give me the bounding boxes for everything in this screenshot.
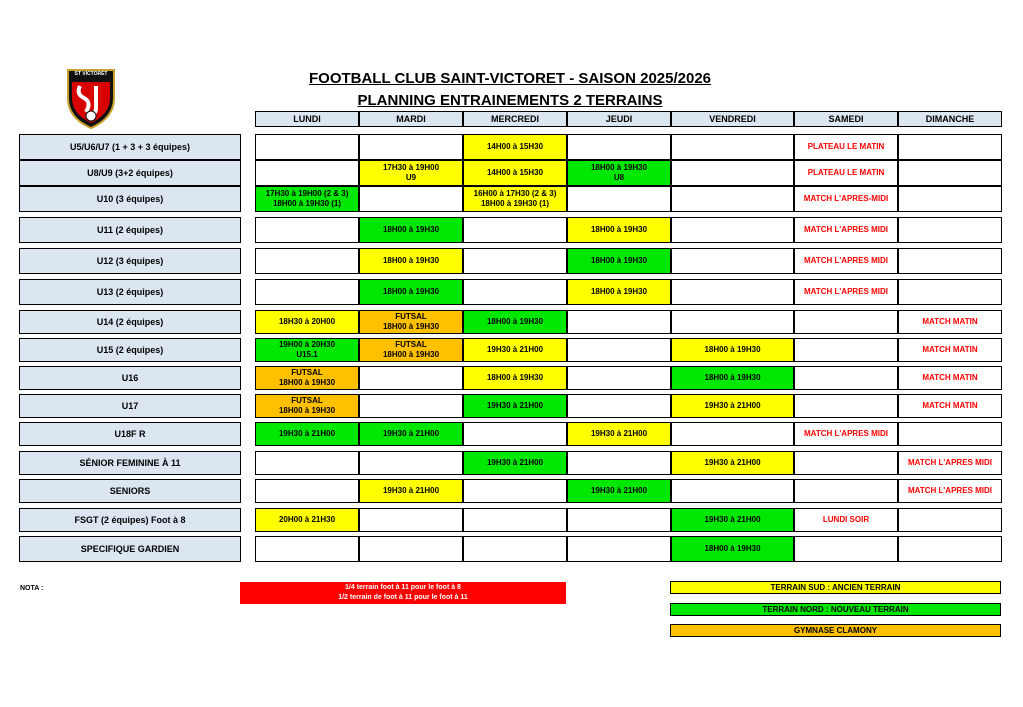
schedule-cell — [898, 422, 1002, 446]
schedule-cell — [463, 279, 567, 305]
schedule-cell — [255, 508, 359, 532]
schedule-cell — [359, 186, 463, 212]
schedule-cell-text: MATCH L'APRES MIDI — [908, 458, 992, 467]
schedule-cell — [463, 422, 567, 446]
schedule-cell — [898, 451, 1002, 475]
team-label: U13 (2 équipes) — [19, 279, 241, 305]
schedule-cell — [898, 134, 1002, 160]
team-label: U16 — [19, 366, 241, 390]
logo-text: ST VICTORET — [74, 71, 108, 77]
schedule-cell — [255, 536, 359, 562]
team-label: SPECIFIQUE GARDIEN — [19, 536, 241, 562]
schedule-cell-text: 18H00 à 19H30 (1) — [272, 199, 342, 208]
day-header-mercredi: MERCREDI — [463, 111, 567, 127]
schedule-cell — [359, 338, 463, 362]
schedule-cell — [359, 366, 463, 390]
schedule-cell — [898, 338, 1002, 362]
schedule-cell-text: PLATEAU LE MATIN — [807, 142, 885, 151]
schedule-cell-text: MATCH L'APRES MIDI — [908, 486, 992, 495]
schedule-cell — [567, 366, 671, 390]
legend-terrain-nord: TERRAIN NORD : NOUVEAU TERRAIN — [670, 603, 1001, 616]
day-header-vendredi: VENDREDI — [671, 111, 794, 127]
team-label: U10 (3 équipes) — [19, 186, 241, 212]
schedule-cell-text: 19H30 à 21H00 — [382, 429, 440, 438]
schedule-cell-text: FUTSAL — [395, 312, 427, 321]
schedule-cell — [567, 134, 671, 160]
schedule-cell — [671, 134, 794, 160]
schedule-cell — [359, 394, 463, 418]
schedule-cell — [255, 394, 359, 418]
schedule-cell-text: 18H00 à 19H30 — [382, 287, 440, 296]
schedule-cell — [255, 186, 359, 212]
schedule-cell — [794, 451, 898, 475]
schedule-cell-text: 17H30 à 19H00 — [382, 163, 440, 172]
nota-label: NOTA : — [20, 585, 44, 592]
day-header-samedi: SAMEDI — [794, 111, 898, 127]
schedule-cell — [794, 536, 898, 562]
club-crest-icon — [66, 68, 116, 130]
schedule-cell — [898, 310, 1002, 334]
schedule-cell-text: 19H00 à 20H30 — [278, 340, 336, 349]
schedule-cell — [255, 479, 359, 503]
schedule-cell — [567, 160, 671, 186]
schedule-cell — [255, 310, 359, 334]
schedule-cell — [463, 394, 567, 418]
schedule-cell-text: 18H00 à 19H30 — [382, 350, 440, 359]
schedule-cell — [794, 479, 898, 503]
schedule-cell — [671, 248, 794, 274]
team-label: SENIORS — [19, 479, 241, 503]
team-label: U8/U9 (3+2 équipes) — [19, 160, 241, 186]
schedule-cell-text: 18H00 à 19H30 — [382, 256, 440, 265]
field-split-note — [240, 582, 566, 604]
schedule-cell — [359, 451, 463, 475]
schedule-cell — [359, 279, 463, 305]
schedule-cell — [567, 338, 671, 362]
schedule-cell-text: MATCH MATIN — [922, 401, 978, 410]
schedule-cell-text: 18H00 à 19H30 — [590, 287, 648, 296]
team-label: U5/U6/U7 (1 + 3 + 3 équipes) — [19, 134, 241, 160]
schedule-cell — [567, 186, 671, 212]
schedule-cell — [359, 134, 463, 160]
page-title: FOOTBALL CLUB SAINT-VICTORET - SAISON 2025/2026 — [308, 70, 712, 87]
schedule-cell — [255, 366, 359, 390]
schedule-cell-text: MATCH MATIN — [922, 345, 978, 354]
schedule-cell — [463, 160, 567, 186]
schedule-cell-text: MATCH MATIN — [922, 373, 978, 382]
schedule-cell-text: 18H00 à 19H30 — [382, 322, 440, 331]
schedule-cell — [255, 248, 359, 274]
schedule-cell — [567, 217, 671, 243]
schedule-cell — [255, 279, 359, 305]
schedule-cell — [671, 160, 794, 186]
schedule-cell — [359, 422, 463, 446]
schedule-cell — [255, 422, 359, 446]
team-label: SÉNIOR FEMININE À 11 — [19, 451, 241, 475]
schedule-cell — [567, 394, 671, 418]
schedule-cell-text: 20H00 à 21H30 — [278, 515, 336, 524]
schedule-cell — [898, 536, 1002, 562]
schedule-cell — [463, 366, 567, 390]
schedule-cell-text: U9 — [405, 173, 417, 182]
schedule-cell — [898, 479, 1002, 503]
legend-terrain-sud: TERRAIN SUD : ANCIEN TERRAIN — [670, 581, 1001, 594]
schedule-cell-text: 14H00 à 15H30 — [486, 142, 544, 151]
schedule-cell — [794, 338, 898, 362]
schedule-cell — [794, 160, 898, 186]
schedule-cell-text: FUTSAL — [291, 396, 323, 405]
day-header-mardi: MARDI — [359, 111, 463, 127]
schedule-cell — [463, 536, 567, 562]
team-label: U11 (2 équipes) — [19, 217, 241, 243]
schedule-cell — [359, 479, 463, 503]
club-logo — [66, 68, 116, 130]
team-label: U17 — [19, 394, 241, 418]
schedule-cell-text: 18H00 à 19H30 — [382, 225, 440, 234]
schedule-cell — [671, 366, 794, 390]
team-label: U18F R — [19, 422, 241, 446]
schedule-cell-text: U8 — [613, 173, 625, 182]
schedule-cell-text: 18H00 à 19H30 (1) — [480, 199, 550, 208]
schedule-cell-text: U15.1 — [296, 350, 318, 359]
schedule-cell — [898, 394, 1002, 418]
schedule-cell — [567, 508, 671, 532]
schedule-cell — [794, 508, 898, 532]
schedule-cell-text: MATCH L'APRES-MIDI — [803, 194, 889, 203]
schedule-cell — [463, 217, 567, 243]
schedule-cell — [671, 536, 794, 562]
schedule-cell — [794, 394, 898, 418]
schedule-cell — [794, 217, 898, 243]
schedule-cell-text: 16H00 à 17H30 (2 & 3) — [473, 189, 557, 198]
schedule-cell — [359, 248, 463, 274]
schedule-cell-text: FUTSAL — [395, 340, 427, 349]
schedule-cell — [567, 479, 671, 503]
schedule-cell — [255, 338, 359, 362]
schedule-cell — [794, 134, 898, 160]
schedule-cell — [671, 394, 794, 418]
schedule-cell-text: 18H00 à 19H30 — [486, 373, 544, 382]
field-split-note-line1: 1/4 terrain foot à 11 pour le foot à 8 — [345, 584, 461, 591]
team-label: U15 (2 équipes) — [19, 338, 241, 362]
day-header-dimanche: DIMANCHE — [898, 111, 1002, 127]
schedule-cell — [898, 366, 1002, 390]
schedule-cell — [898, 186, 1002, 212]
schedule-cell-text: MATCH L'APRES MIDI — [804, 429, 888, 438]
schedule-cell — [359, 217, 463, 243]
schedule-cell — [671, 310, 794, 334]
page-subtitle: PLANNING ENTRAINEMENTS 2 TERRAINS — [357, 92, 663, 109]
day-header-jeudi: JEUDI — [567, 111, 671, 127]
schedule-cell — [794, 366, 898, 390]
schedule-cell-text: 17H30 à 19H00 (2 & 3) — [265, 189, 349, 198]
schedule-cell-text: PLATEAU LE MATIN — [807, 168, 885, 177]
schedule-cell — [463, 310, 567, 334]
schedule-cell — [671, 186, 794, 212]
schedule-cell — [567, 422, 671, 446]
schedule-cell — [671, 508, 794, 532]
schedule-cell — [463, 248, 567, 274]
schedule-cell-text: 14H00 à 15H30 — [486, 168, 544, 177]
schedule-cell — [898, 508, 1002, 532]
schedule-cell — [794, 186, 898, 212]
schedule-cell — [359, 310, 463, 334]
schedule-cell — [463, 338, 567, 362]
schedule-cell-text: MATCH L'APRES MIDI — [804, 225, 888, 234]
schedule-cell-text: MATCH L'APRES MIDI — [804, 256, 888, 265]
schedule-cell — [359, 536, 463, 562]
schedule-cell-text: 19H30 à 21H00 — [704, 458, 761, 467]
legend-gymnase: GYMNASE CLAMONY — [670, 624, 1001, 637]
schedule-cell — [567, 310, 671, 334]
team-label: U14 (2 équipes) — [19, 310, 241, 334]
schedule-cell — [794, 310, 898, 334]
schedule-cell-text: 18H00 à 19H30 — [704, 345, 761, 354]
schedule-cell — [898, 248, 1002, 274]
schedule-cell-text: MATCH MATIN — [922, 317, 978, 326]
schedule-cell — [794, 279, 898, 305]
schedule-cell — [567, 451, 671, 475]
schedule-cell — [898, 279, 1002, 305]
schedule-cell — [671, 422, 794, 446]
schedule-cell-text: 19H30 à 21H00 — [278, 429, 336, 438]
schedule-cell — [898, 217, 1002, 243]
schedule-cell-text: 18H00 à 19H30 — [486, 317, 544, 326]
schedule-cell — [255, 451, 359, 475]
day-header-lundi: LUNDI — [255, 111, 359, 127]
schedule-cell-text: 18H00 à 19H30 — [590, 163, 648, 172]
schedule-cell-text: 19H30 à 21H00 — [590, 486, 648, 495]
schedule-cell-text: 19H30 à 21H00 — [486, 458, 544, 467]
schedule-cell — [671, 451, 794, 475]
schedule-cell — [359, 160, 463, 186]
schedule-cell-text: 18H00 à 19H30 — [704, 373, 761, 382]
schedule-cell — [463, 134, 567, 160]
schedule-cell — [567, 536, 671, 562]
team-label: U12 (3 équipes) — [19, 248, 241, 274]
schedule-cell — [567, 248, 671, 274]
schedule-cell-text: 19H30 à 21H00 — [486, 401, 544, 410]
schedule-cell — [671, 338, 794, 362]
schedule-cell — [671, 479, 794, 503]
schedule-cell-text: 19H30 à 21H00 — [704, 515, 761, 524]
field-split-note-line2: 1/2 terrain de foot à 11 pour le foot à 11 — [338, 594, 468, 601]
schedule-cell-text: FUTSAL — [291, 368, 323, 377]
schedule-cell — [898, 160, 1002, 186]
schedule-cell — [463, 508, 567, 532]
schedule-cell-text: MATCH L'APRES MIDI — [804, 287, 888, 296]
schedule-cell-text: 19H30 à 21H00 — [590, 429, 648, 438]
schedule-cell — [255, 160, 359, 186]
schedule-cell — [255, 217, 359, 243]
schedule-cell — [671, 217, 794, 243]
schedule-cell-text: LUNDI SOIR — [822, 515, 870, 524]
schedule-cell — [463, 186, 567, 212]
schedule-cell — [671, 279, 794, 305]
schedule-cell-text: 18H00 à 19H30 — [704, 544, 761, 553]
schedule-cell-text: 19H30 à 21H00 — [382, 486, 440, 495]
schedule-cell-text: 18H00 à 19H30 — [278, 406, 336, 415]
team-label: FSGT (2 équipes) Foot à 8 — [19, 508, 241, 532]
schedule-cell — [463, 479, 567, 503]
schedule-cell-text: 18H00 à 19H30 — [278, 378, 336, 387]
schedule-cell-text: 18H00 à 19H30 — [590, 225, 648, 234]
schedule-cell — [255, 134, 359, 160]
schedule-cell-text: 18H00 à 19H30 — [590, 256, 648, 265]
schedule-cell-text: 19H30 à 21H00 — [486, 345, 544, 354]
schedule-cell-text: 19H30 à 21H00 — [704, 401, 761, 410]
schedule-cell — [567, 279, 671, 305]
schedule-cell — [794, 248, 898, 274]
schedule-cell — [359, 508, 463, 532]
schedule-cell — [463, 451, 567, 475]
schedule-cell-text: 18H30 à 20H00 — [278, 317, 336, 326]
schedule-cell — [794, 422, 898, 446]
